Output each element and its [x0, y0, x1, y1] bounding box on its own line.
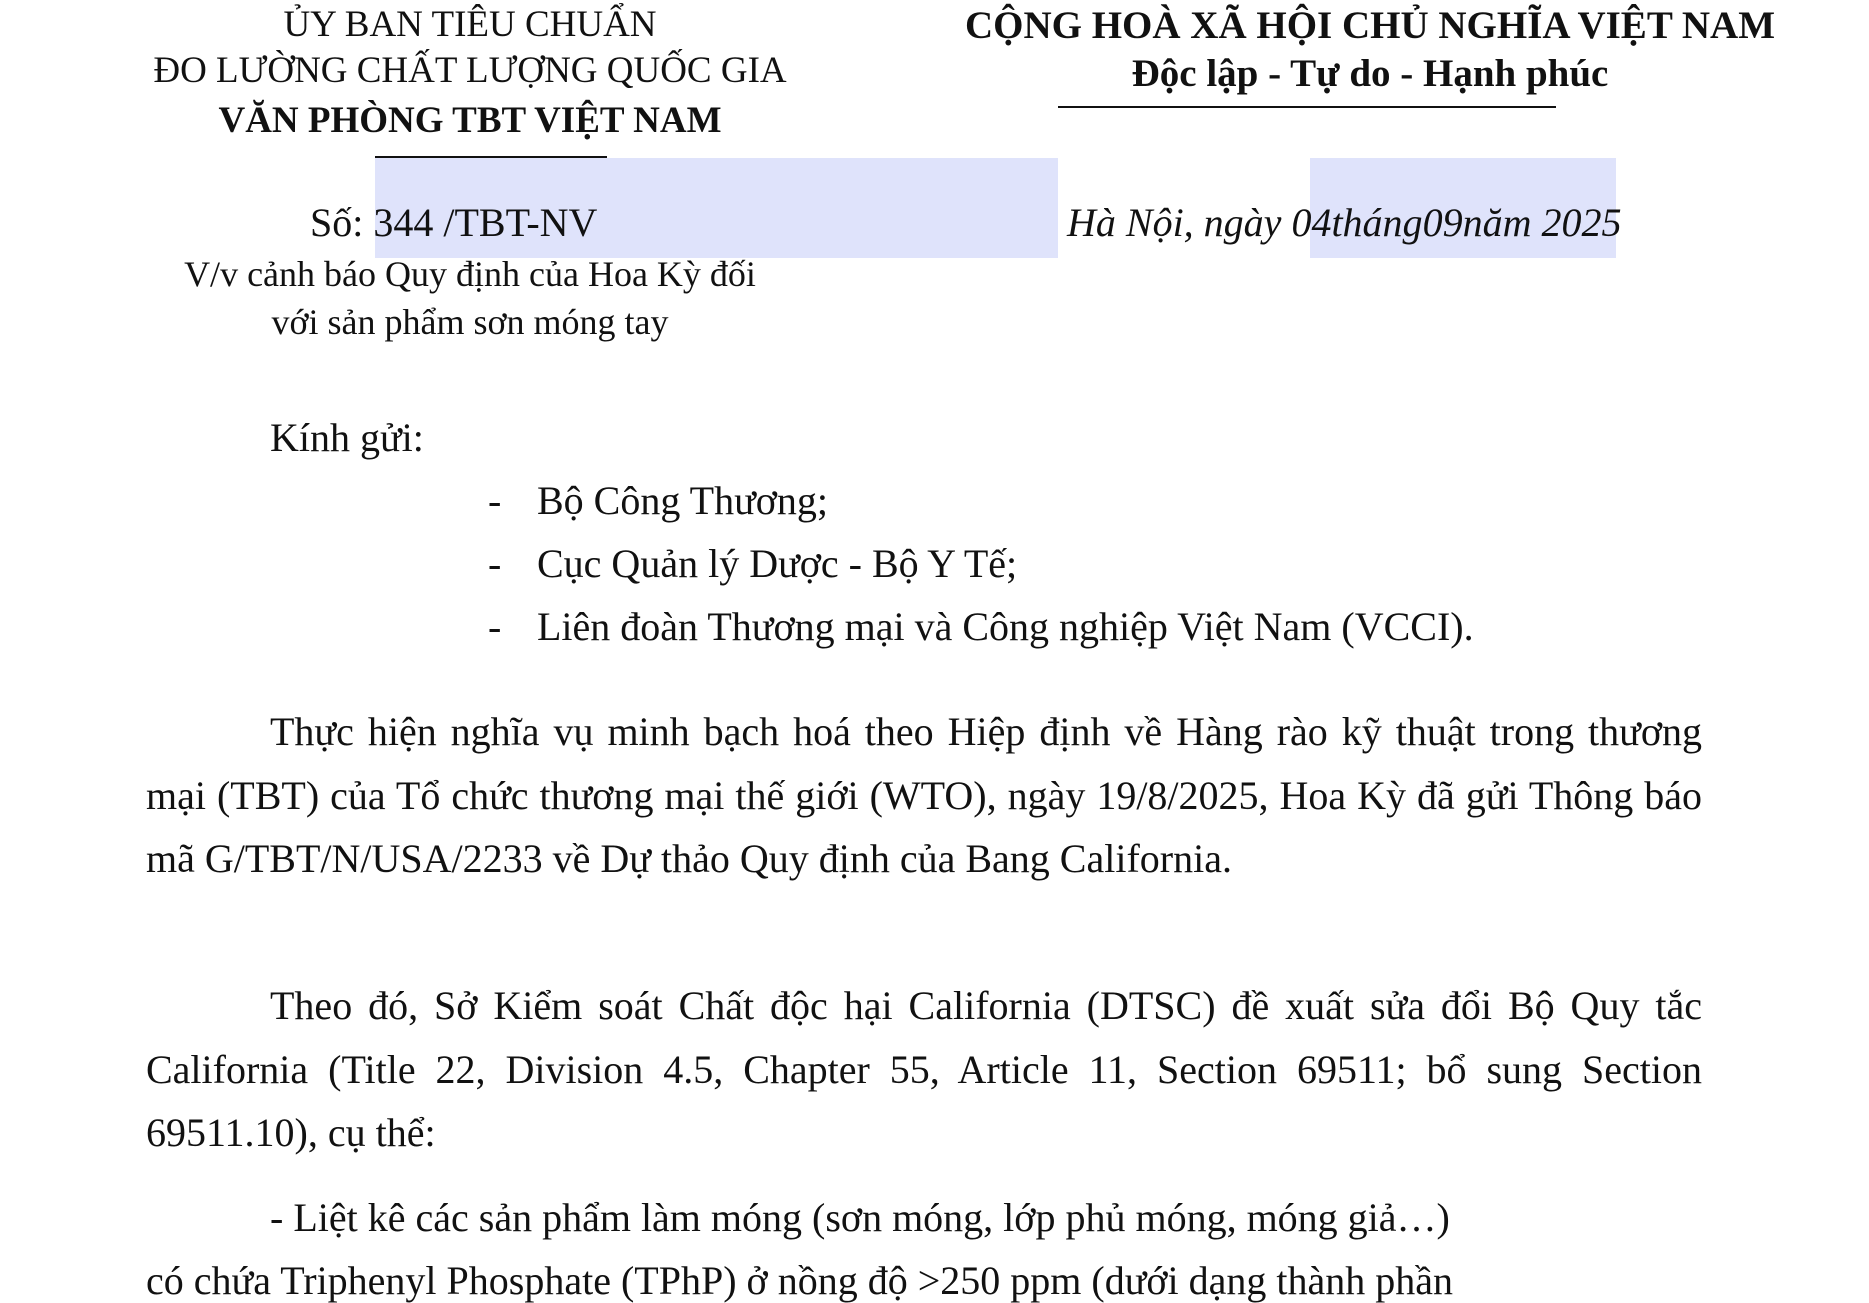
recipients-label: Kính gửi:: [270, 415, 424, 460]
date-month-label: tháng: [1331, 200, 1423, 245]
subject-line-2: với sản phẩm sơn móng tay: [271, 302, 669, 342]
recipient-item: Liên đoàn Thương mại và Công nghiệp Việt Nam (VCCI).: [537, 604, 1474, 649]
paragraph-2-text: Theo đó, Sở Kiểm soát Chất độc hại California (DTSC) đề xuất sửa đổi Bộ Quy tắc California (Title 22, Division 4.5, Chapter 55, Article 11, Section 69511; bổ sung Section 69511.10), cụ thể:: [146, 983, 1702, 1155]
body-paragraph-2: [146, 974, 1702, 1165]
recipient-dash: -: [488, 478, 502, 523]
recipient-item: Cục Quản lý Dược - Bộ Y Tế;: [537, 541, 1018, 586]
motto-underline: [1058, 106, 1556, 108]
national-motto: Độc lập - Tự do - Hạnh phúc: [1131, 52, 1609, 95]
office-underline: [375, 156, 607, 158]
recipient-item: Bộ Công Thương;: [537, 478, 829, 523]
date-month: 09: [1422, 200, 1463, 245]
date-year: 2025: [1541, 200, 1622, 245]
date-prefix: Hà Nội, ngày: [1067, 200, 1292, 245]
date-day: 04: [1291, 200, 1332, 245]
agency-line-2: ĐO LƯỜNG CHẤT LƯỢNG QUỐC GIA: [153, 50, 787, 91]
agency-line-1: ỦY BAN TIÊU CHUẨN: [283, 4, 657, 45]
body-paragraph-1: [146, 700, 1702, 891]
recipient-dash: -: [488, 541, 502, 586]
issue-date: [1067, 200, 1622, 245]
document-number: Số: 344 /TBT-NV: [310, 200, 598, 245]
date-year-label: năm: [1462, 200, 1532, 245]
national-title: CỘNG HOÀ XÃ HỘI CHỦ NGHĨA VIỆT NAM: [964, 4, 1776, 47]
body-paragraph-3-line-2: có chứa Triphenyl Phosphate (TPhP) ở nồng độ >250 ppm (dưới dạng thành phần: [146, 1258, 1454, 1303]
recipient-dash: -: [488, 604, 502, 649]
office-name: VĂN PHÒNG TBT VIỆT NAM: [218, 100, 722, 141]
body-paragraph-3-line-1: - Liệt kê các sản phẩm làm móng (sơn móng, lớp phủ móng, móng giả…): [270, 1195, 1450, 1240]
subject-line-1: V/v cảnh báo Quy định của Hoa Kỳ đối: [184, 254, 756, 294]
paragraph-1-text: Thực hiện nghĩa vụ minh bạch hoá theo Hiệp định về Hàng rào kỹ thuật trong thương mại (TBT) của Tổ chức thương mại thế giới (WTO), ngày 19/8/2025, Hoa Kỳ đã gửi Thông báo mã G/TBT/N/USA/2233 về Dự thảo Quy định của Bang California.: [146, 709, 1702, 881]
